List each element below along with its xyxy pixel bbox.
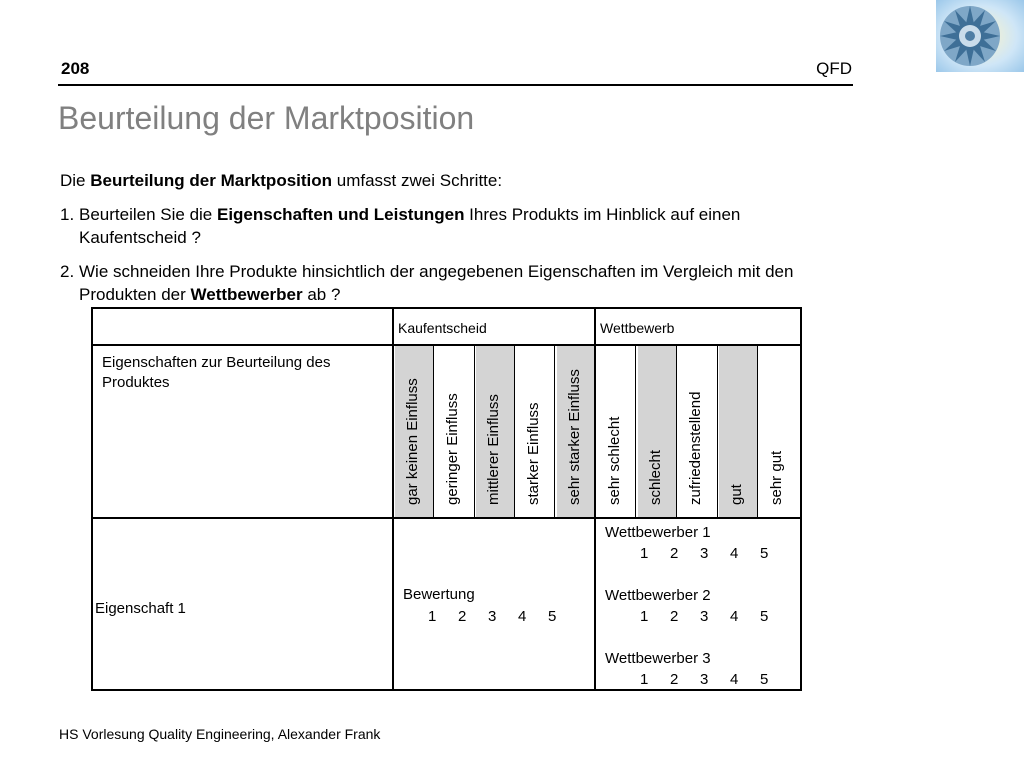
competitor-label: Wettbewerber 3 <box>605 650 711 667</box>
column-separator <box>594 307 596 691</box>
column-label: geringer Einfluss <box>444 393 461 505</box>
sub-column-separator <box>757 344 758 519</box>
column-label: sehr starker Einfluss <box>566 369 583 505</box>
scale-value: 3 <box>700 545 709 562</box>
competitor-scale <box>640 671 790 688</box>
scale-value: 1 <box>640 671 649 688</box>
scale-value: 4 <box>518 608 527 625</box>
column-label: starker Einfluss <box>525 402 542 505</box>
rating-scale <box>428 608 578 625</box>
slide-title: Beurteilung der Marktposition <box>58 100 475 136</box>
column-separator <box>392 307 394 691</box>
sub-column-separator <box>554 344 555 519</box>
sub-column-separator <box>433 344 434 519</box>
step-text-after: ab ? <box>302 285 341 304</box>
footer-text: HS Vorlesung Quality Engineering, Alexander Frank <box>59 726 381 742</box>
scale-value: 4 <box>730 608 739 625</box>
scale-value: 2 <box>458 608 467 625</box>
competitor-scale <box>640 545 790 562</box>
row-separator <box>91 344 802 346</box>
scale-value: 1 <box>640 608 649 625</box>
scale-value: 2 <box>670 545 679 562</box>
group-header-kaufentscheid: Kaufentscheid <box>398 320 487 336</box>
scale-value: 3 <box>700 671 709 688</box>
column-label: schlecht <box>647 449 664 505</box>
scale-value: 2 <box>670 671 679 688</box>
step-text-before: Beurteilen Sie die <box>79 205 217 224</box>
step-number: 2. <box>60 262 75 281</box>
sub-column-separator <box>474 344 475 519</box>
sub-column-separator <box>717 344 718 519</box>
sub-column-separator <box>514 344 515 519</box>
row-header: Eigenschaften zur Beurteilung des Produktes <box>102 354 331 391</box>
header-divider <box>58 84 853 86</box>
rating-label: Bewertung <box>403 586 475 603</box>
scale-value: 4 <box>730 545 739 562</box>
table-border-right <box>800 307 802 691</box>
column-label: gar keinen Einfluss <box>404 378 421 505</box>
intro-before: Die <box>60 171 91 190</box>
intro-after: umfasst zwei Schritte: <box>332 171 503 190</box>
scale-value: 1 <box>428 608 437 625</box>
step-text-after: Ihres Produkts im Hinblick auf einen Kaufentscheid ? <box>79 205 741 247</box>
turbine-logo-icon <box>936 0 1024 72</box>
step-text <box>79 260 819 306</box>
table-border-bottom <box>91 689 802 691</box>
step-number: 1. <box>60 205 75 224</box>
market-position-table <box>91 307 802 691</box>
scale-value: 5 <box>548 608 557 625</box>
table-border-top <box>91 307 802 309</box>
intro-text <box>60 169 502 192</box>
table-border-left <box>91 307 93 691</box>
section-label: QFD <box>816 59 852 78</box>
row-separator <box>91 517 802 519</box>
competitor-label: Wettbewerber 2 <box>605 587 711 604</box>
step-text-bold: Eigenschaften und Leistungen <box>216 205 465 224</box>
column-label: zufriedenstellend <box>687 391 704 505</box>
competitor-label: Wettbewerber 1 <box>605 524 711 541</box>
column-label: mittlerer Einfluss <box>485 394 502 505</box>
sub-column-separator <box>676 344 677 519</box>
scale-value: 1 <box>640 545 649 562</box>
group-header-wettbewerb: Wettbewerb <box>600 320 675 336</box>
scale-value: 3 <box>488 608 497 625</box>
intro-bold: Beurteilung der Marktposition <box>90 171 333 190</box>
scale-value: 5 <box>760 608 769 625</box>
step-text-bold: Wettbewerber <box>190 285 303 304</box>
sub-column-separator <box>635 344 636 519</box>
scale-value: 2 <box>670 608 679 625</box>
scale-value: 5 <box>760 545 769 562</box>
row-label: Eigenschaft 1 <box>95 600 186 617</box>
scale-value: 4 <box>730 671 739 688</box>
column-label: gut <box>728 484 745 505</box>
step-text <box>79 203 819 249</box>
scale-value: 3 <box>700 608 709 625</box>
competitor-scale <box>640 608 790 625</box>
column-label: sehr gut <box>768 450 785 505</box>
step-text-before: Wie schneiden Ihre Produkte hinsichtlich der angegebenen Eigenschaften im Vergleich mit den Produkten der <box>79 262 794 304</box>
column-label: sehr schlecht <box>606 416 623 505</box>
scale-value: 5 <box>760 671 769 688</box>
page-number: 208 <box>61 59 90 78</box>
